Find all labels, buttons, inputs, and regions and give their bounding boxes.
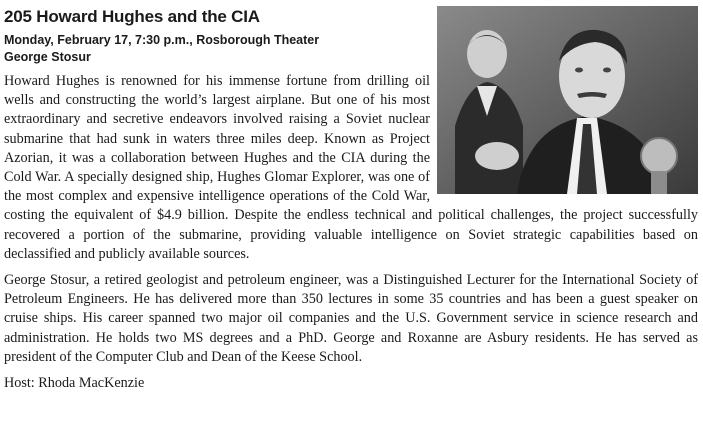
howard-hughes-photo <box>437 6 698 194</box>
event-title: 205 Howard Hughes and the CIA <box>4 7 260 26</box>
event-datetime-location: Monday, February 17, 7:30 p.m., Rosborough Theater <box>4 33 320 47</box>
event-presenter: George Stosur <box>4 50 91 64</box>
event-host: Host: Rhoda MacKenzie <box>4 375 145 392</box>
portrait-photo-icon <box>437 6 698 194</box>
event-listing <box>4 6 698 393</box>
event-description: Howard Hughes is renowned for his immense fortune from drilling oil wells and constructing the world’s largest airplane. But one of his most extraordinary and secretive endeavors involved raising a Soviet nuclear submarine that had sunk in waters three miles deep. Known as Project Azorian, it was a collaboration between Hughes and the CIA during the Cold War. A specially designed ship, Hughes Glomar Explorer, was one of the most complex and expensive intelligence operations of the Cold War, costing the equivalent of $4.9 billion. Despite the endless technical and political challenges, the project successfully recovered a portion of the submarine, providing valuable intelligence on Soviet strategic capabilities based on declassified and publicly available sources. <box>4 73 698 262</box>
presenter-bio: George Stosur, a retired geologist and petroleum engineer, was a Distinguished Lecturer for the International Society of Petroleum Engineers. He has delivered more than 350 lectures in some 35 countries and has been a guest speaker on cruise ships. His career spanned two major oil companies and the U.S. Government service in science research and administration. He holds two MS degrees and a PhD. George and Roxanne are Asbury residents. He has served as president of the Computer Club and Dean of the Keese School. <box>4 272 698 365</box>
